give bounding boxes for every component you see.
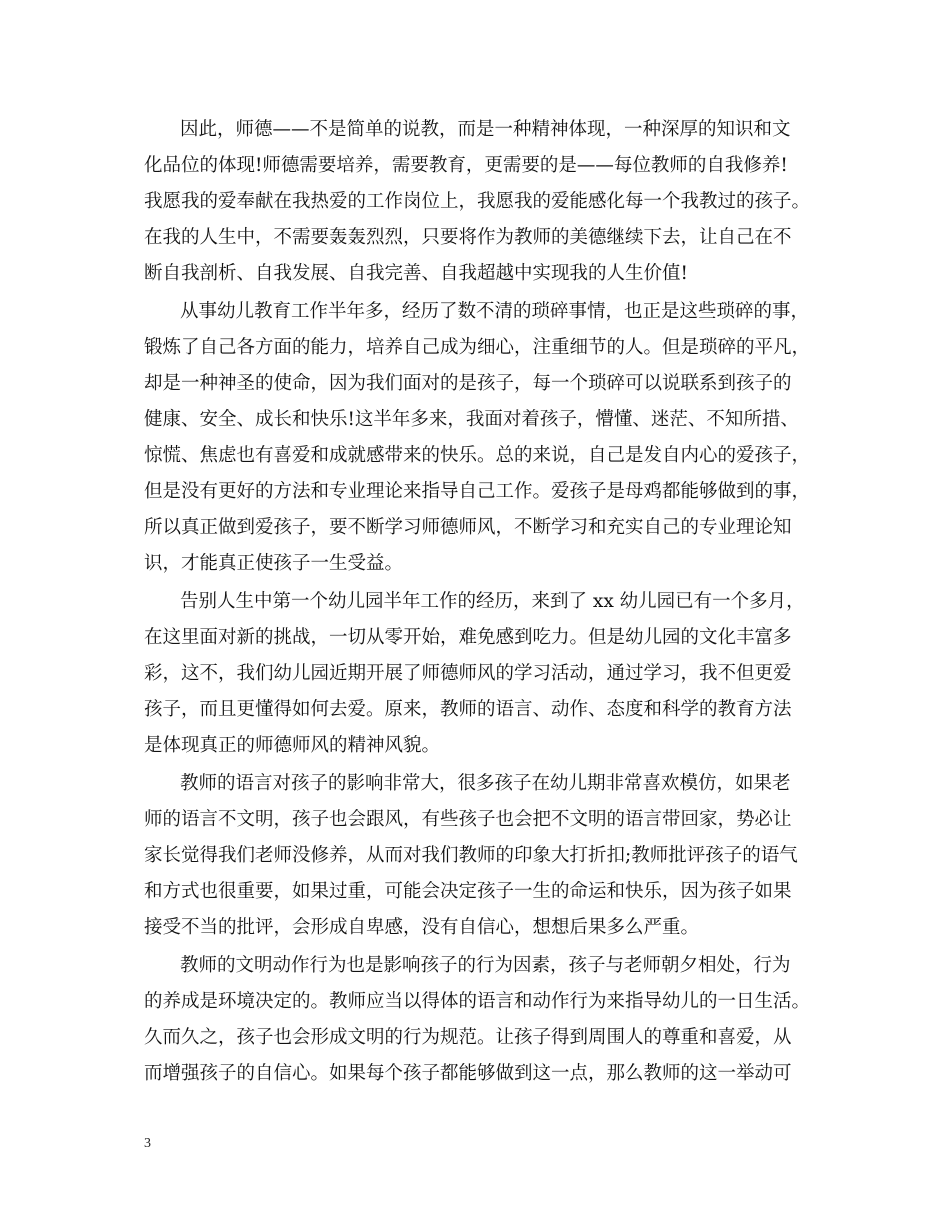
text-line: 久而久之，孩子也会形成文明的行为规范。让孩子得到周围人的尊重和喜爱，从 — [144, 1027, 792, 1048]
text-line: 的养成是环境决定的。教师应当以得体的语言和动作行为来指导幼儿的一日生活。 — [144, 991, 811, 1012]
text-line: 在这里面对新的挑战，一切从零开始，难免感到吃力。但是幼儿园的文化丰富多 — [144, 627, 792, 648]
text-line: 健康、安全、成长和快乐!这半年多来，我面对着孩子，懵懂、迷茫、不知所措、 — [144, 409, 799, 430]
text-line: 彩，这不，我们幼儿园近期开展了师德师风的学习活动，通过学习，我不但更爱 — [144, 663, 792, 684]
text-line: 在我的人生中，不需要轰轰烈烈，只要将作为教师的美德继续下去，让自己在不 — [144, 227, 792, 248]
text-line: 识，才能真正使孩子一生受益。 — [144, 553, 404, 574]
text-line: 而增强孩子的自信心。如果每个孩子都能够做到这一点，那么教师的这一举动可 — [144, 1063, 792, 1084]
text-line: 但是没有更好的方法和专业理论来指导自己工作。爱孩子是母鸡都能够做到的事， — [144, 481, 811, 502]
text-line: 因此，师德——不是简单的说教，而是一种精神体现，一种深厚的知识和文 — [180, 119, 791, 140]
text-line: 化品位的体现!师德需要培养，需要教育，更需要的是——每位教师的自我修养! — [144, 155, 788, 176]
text-line: 孩子，而且更懂得如何去爱。原来，教师的语言、动作、态度和科学的教育方法 — [144, 699, 792, 720]
text-line: 告别人生中第一个幼儿园半年工作的经历，来到了 xx 幼儿园已有一个多月， — [180, 591, 805, 612]
text-line: 和方式也很重要，如果过重，可能会决定孩子一生的命运和快乐，因为孩子如果 — [144, 881, 792, 902]
text-line: 所以真正做到爱孩子，要不断学习师德师风，不断学习和充实自己的专业理论知 — [144, 517, 792, 538]
text-line: 却是一种神圣的使命，因为我们面对的是孩子，每一个琐碎可以说联系到孩子的 — [144, 373, 792, 394]
text-line: 断自我剖析、自我发展、自我完善、自我超越中实现我的人生价值! — [144, 263, 688, 284]
text-line: 从事幼儿教育工作半年多，经历了数不清的琐碎事情，也正是这些琐碎的事， — [180, 301, 810, 322]
text-line: 家长觉得我们老师没修养，从而对我们教师的印象大打折扣;教师批评孩子的语气 — [144, 845, 798, 866]
text-line: 我愿我的爱奉献在我热爱的工作岗位上，我愿我的爱能感化每一个我教过的孩子。 — [144, 191, 811, 212]
text-line: 惊慌、焦虑也有喜爱和成就感带来的快乐。总的来说，自己是发自内心的爱孩子， — [144, 445, 811, 466]
text-line: 师的语言不文明，孩子也会跟风，有些孩子也会把不文明的语言带回家，势必让 — [144, 809, 792, 830]
text-line: 是体现真正的师德师风的精神风貌。 — [144, 735, 441, 756]
text-line: 教师的文明动作行为也是影响孩子的行为因素，孩子与老师朝夕相处，行为 — [180, 955, 791, 976]
text-line: 锻炼了自己各方面的能力，培养自己成为细心，注重细节的人。但是琐碎的平凡， — [144, 337, 811, 358]
text-line: 教师的语言对孩子的影响非常大，很多孩子在幼儿期非常喜欢模仿，如果老 — [180, 773, 791, 794]
page-number: 3 — [144, 1136, 151, 1151]
text-line: 接受不当的批评，会形成自卑感，没有自信心，想想后果多么严重。 — [144, 917, 700, 938]
